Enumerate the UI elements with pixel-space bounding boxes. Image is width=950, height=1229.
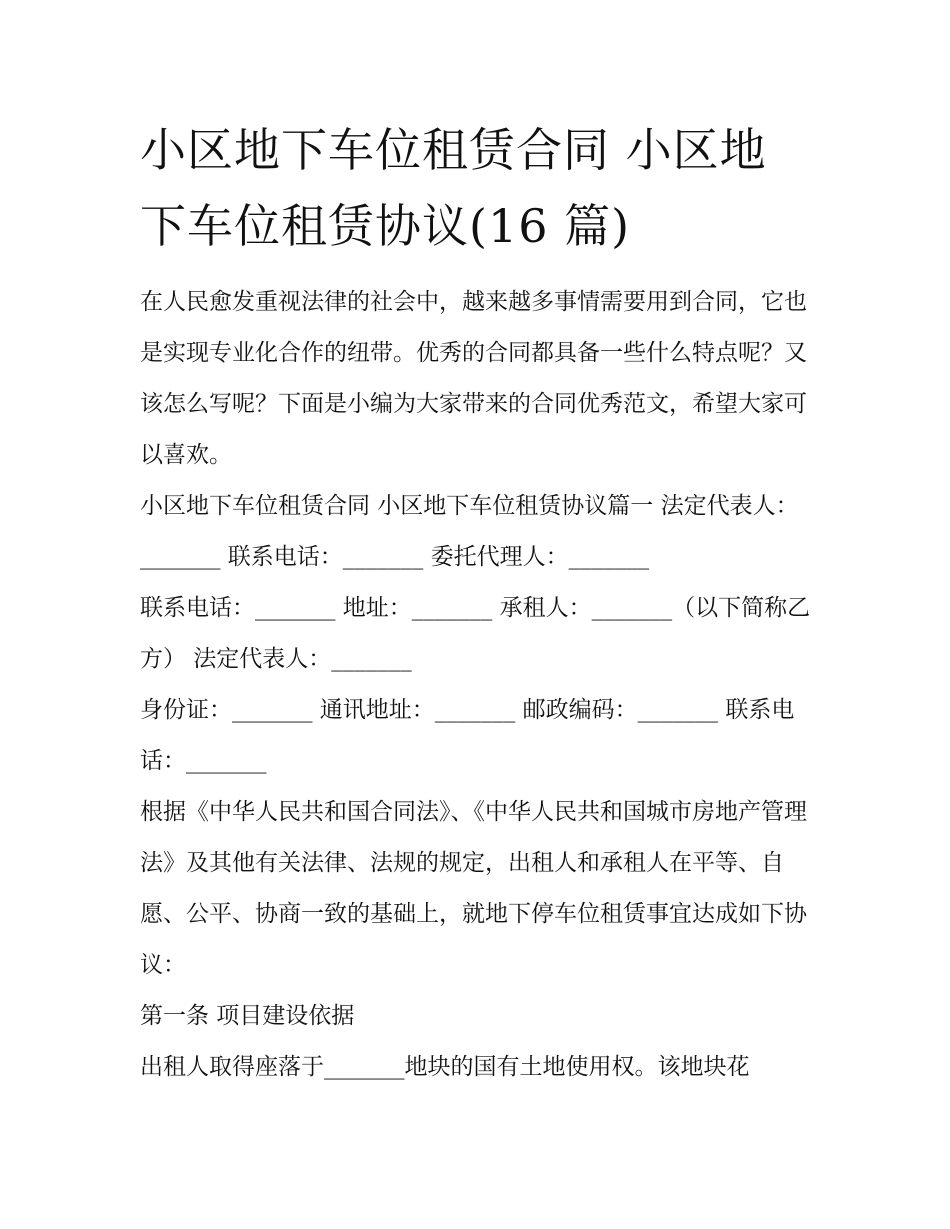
title-line-1: 小区地下车位租赁合同 小区地	[140, 123, 767, 177]
article-one-text: 出租人取得座落于_______地块的国有土地使用权。该地块花	[140, 1054, 750, 1080]
document-title	[140, 112, 820, 264]
intro-paragraph: 在人民愈发重视法律的社会中，越来越多事情需要用到合同，它也是实现专业化合作的纽带。优秀的合同都具备一些什么特点呢？又该怎么写呢？下面是小编为大家带来的合同优秀范文，希望大家可以喜欢。	[140, 289, 807, 468]
lessee-contact-paragraph: 身份证：_______ 通讯地址：_______ 邮政编码：_______ 联系电话：_______	[140, 697, 795, 774]
article-one-heading: 第一条 项目建设依据	[140, 1003, 355, 1029]
lessee-info-paragraph: 联系电话：_______ 地址：_______ 承租人：_______（以下简称乙方） 法定代表人：_______	[140, 595, 811, 672]
legal-basis-paragraph: 根据《中华人民共和国合同法》、《中华人民共和国城市房地产管理法》及其他有关法律、法规的规定，出租人和承租人在平等、自愿、公平、协商一致的基础上，就地下停车位租赁事宜达成如下协议：	[140, 799, 807, 978]
title-line-2: 下车位租赁协议(16 篇)	[140, 199, 631, 253]
lessor-info-paragraph: 小区地下车位租赁合同 小区地下车位租赁协议篇一 法定代表人：_______ 联系电话：_______ 委托代理人：_______	[140, 493, 799, 570]
document-body	[140, 277, 820, 1093]
